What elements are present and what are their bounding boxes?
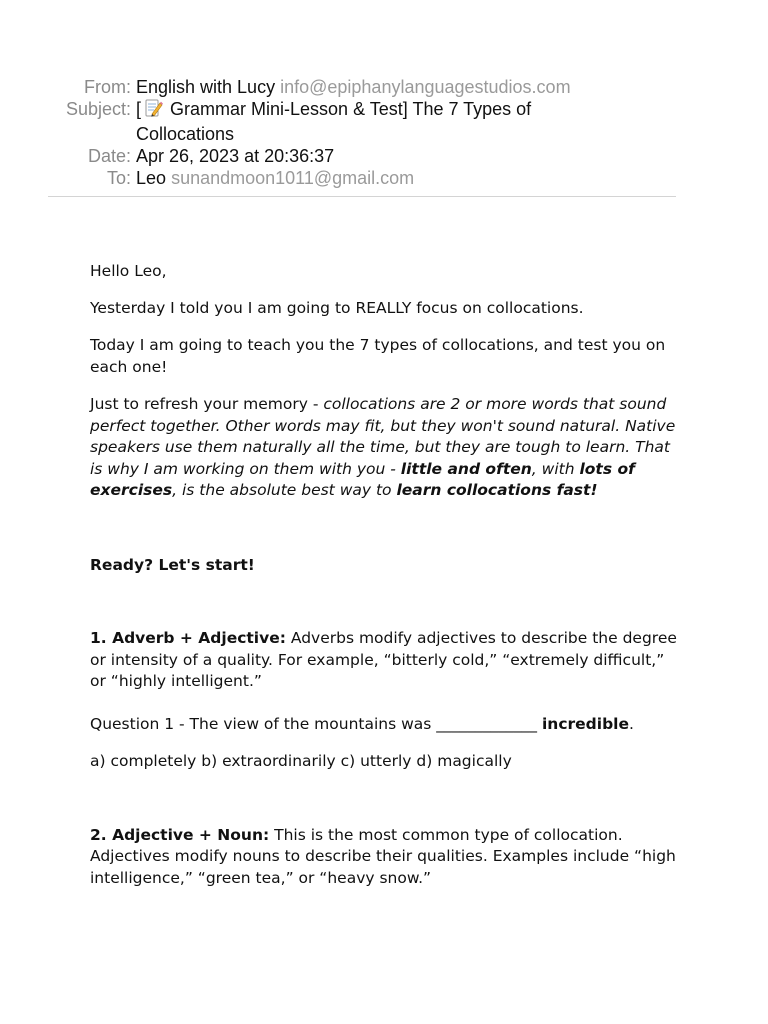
question-1: Question 1 - The view of the mountains was _____________ incredible. bbox=[90, 714, 634, 733]
greeting: Hello Leo, bbox=[90, 262, 167, 280]
subject-prefix: [ bbox=[136, 99, 142, 119]
section-2-text: This is the most common type of collocation. Adjectives modify nouns to describe their qualities. Examples include “high intelligence,” “green tea,” or “heavy snow.” bbox=[90, 825, 676, 887]
refresh-italic-1: collocations are 2 or more words that sound perfect together. Other words may fit, but they won't sound natural. Native speakers use them naturally all the time, but they are tough to learn. That is why I am working on them with you - bbox=[90, 395, 676, 478]
refresh-bold-3: learn collocations fast! bbox=[396, 481, 598, 499]
from-value bbox=[136, 76, 586, 98]
section-2-heading: 2. Adjective + Noun: bbox=[90, 825, 270, 844]
paragraph-today: Today I am going to teach you the 7 types of collocations, and test you on each one! bbox=[90, 336, 666, 376]
header-divider bbox=[48, 196, 676, 197]
to-row bbox=[0, 167, 768, 189]
date-value: Apr 26, 2023 at 20:36:37 bbox=[136, 146, 335, 166]
refresh-italic-2: , with bbox=[531, 459, 580, 478]
recipient-address[interactable]: sunandmoon1011@gmail.com bbox=[171, 168, 415, 188]
question-1-bold: incredible bbox=[541, 714, 629, 733]
section-1-heading: 1. Adverb + Adjective: bbox=[90, 629, 286, 647]
subject-row bbox=[0, 98, 768, 145]
email-header bbox=[0, 76, 768, 189]
sender-name: English with Lucy bbox=[136, 77, 276, 97]
subject-text: Grammar Mini-Lesson & Test] The 7 Types of Collocations bbox=[136, 99, 532, 144]
subject-label: Subject: bbox=[65, 99, 131, 119]
memo-icon bbox=[143, 98, 163, 123]
section-2-description bbox=[90, 825, 680, 890]
refresh-bold-1: little and often bbox=[400, 459, 532, 478]
section-1-text: Adverbs modify adjectives to describe the degree or intensity of a quality. For example, “bitterly cold,” “extremely difficult,” or “highly intelligent.” bbox=[90, 629, 677, 690]
section-1-description bbox=[90, 628, 680, 693]
date-row bbox=[0, 145, 768, 167]
to-value bbox=[136, 167, 586, 189]
subject-value bbox=[136, 98, 586, 145]
question-1-text: Question 1 - The view of the mountains was _____________ bbox=[90, 714, 542, 733]
question-1-options: a) completely b) extraordinarily c) utterly d) magically bbox=[90, 752, 512, 770]
to-label: To: bbox=[106, 168, 131, 188]
refresh-intro: Just to refresh your memory - bbox=[90, 395, 324, 413]
from-row bbox=[0, 76, 768, 98]
paragraph-focus: Yesterday I told you I am going to REALLY focus on collocations. bbox=[90, 298, 584, 317]
refresh-bold-2: lots of exercises bbox=[90, 459, 635, 499]
ready-heading: Ready? Let's start! bbox=[90, 555, 255, 574]
date-label: Date: bbox=[87, 146, 131, 166]
sender-address[interactable]: info@epiphanylanguagestudios.com bbox=[280, 77, 571, 97]
paragraph-refresh bbox=[90, 394, 680, 502]
recipient-name: Leo bbox=[136, 168, 167, 188]
from-label: From: bbox=[84, 77, 131, 97]
refresh-italic-3: , is the absolute best way to bbox=[172, 481, 397, 499]
email-body bbox=[90, 261, 680, 889]
